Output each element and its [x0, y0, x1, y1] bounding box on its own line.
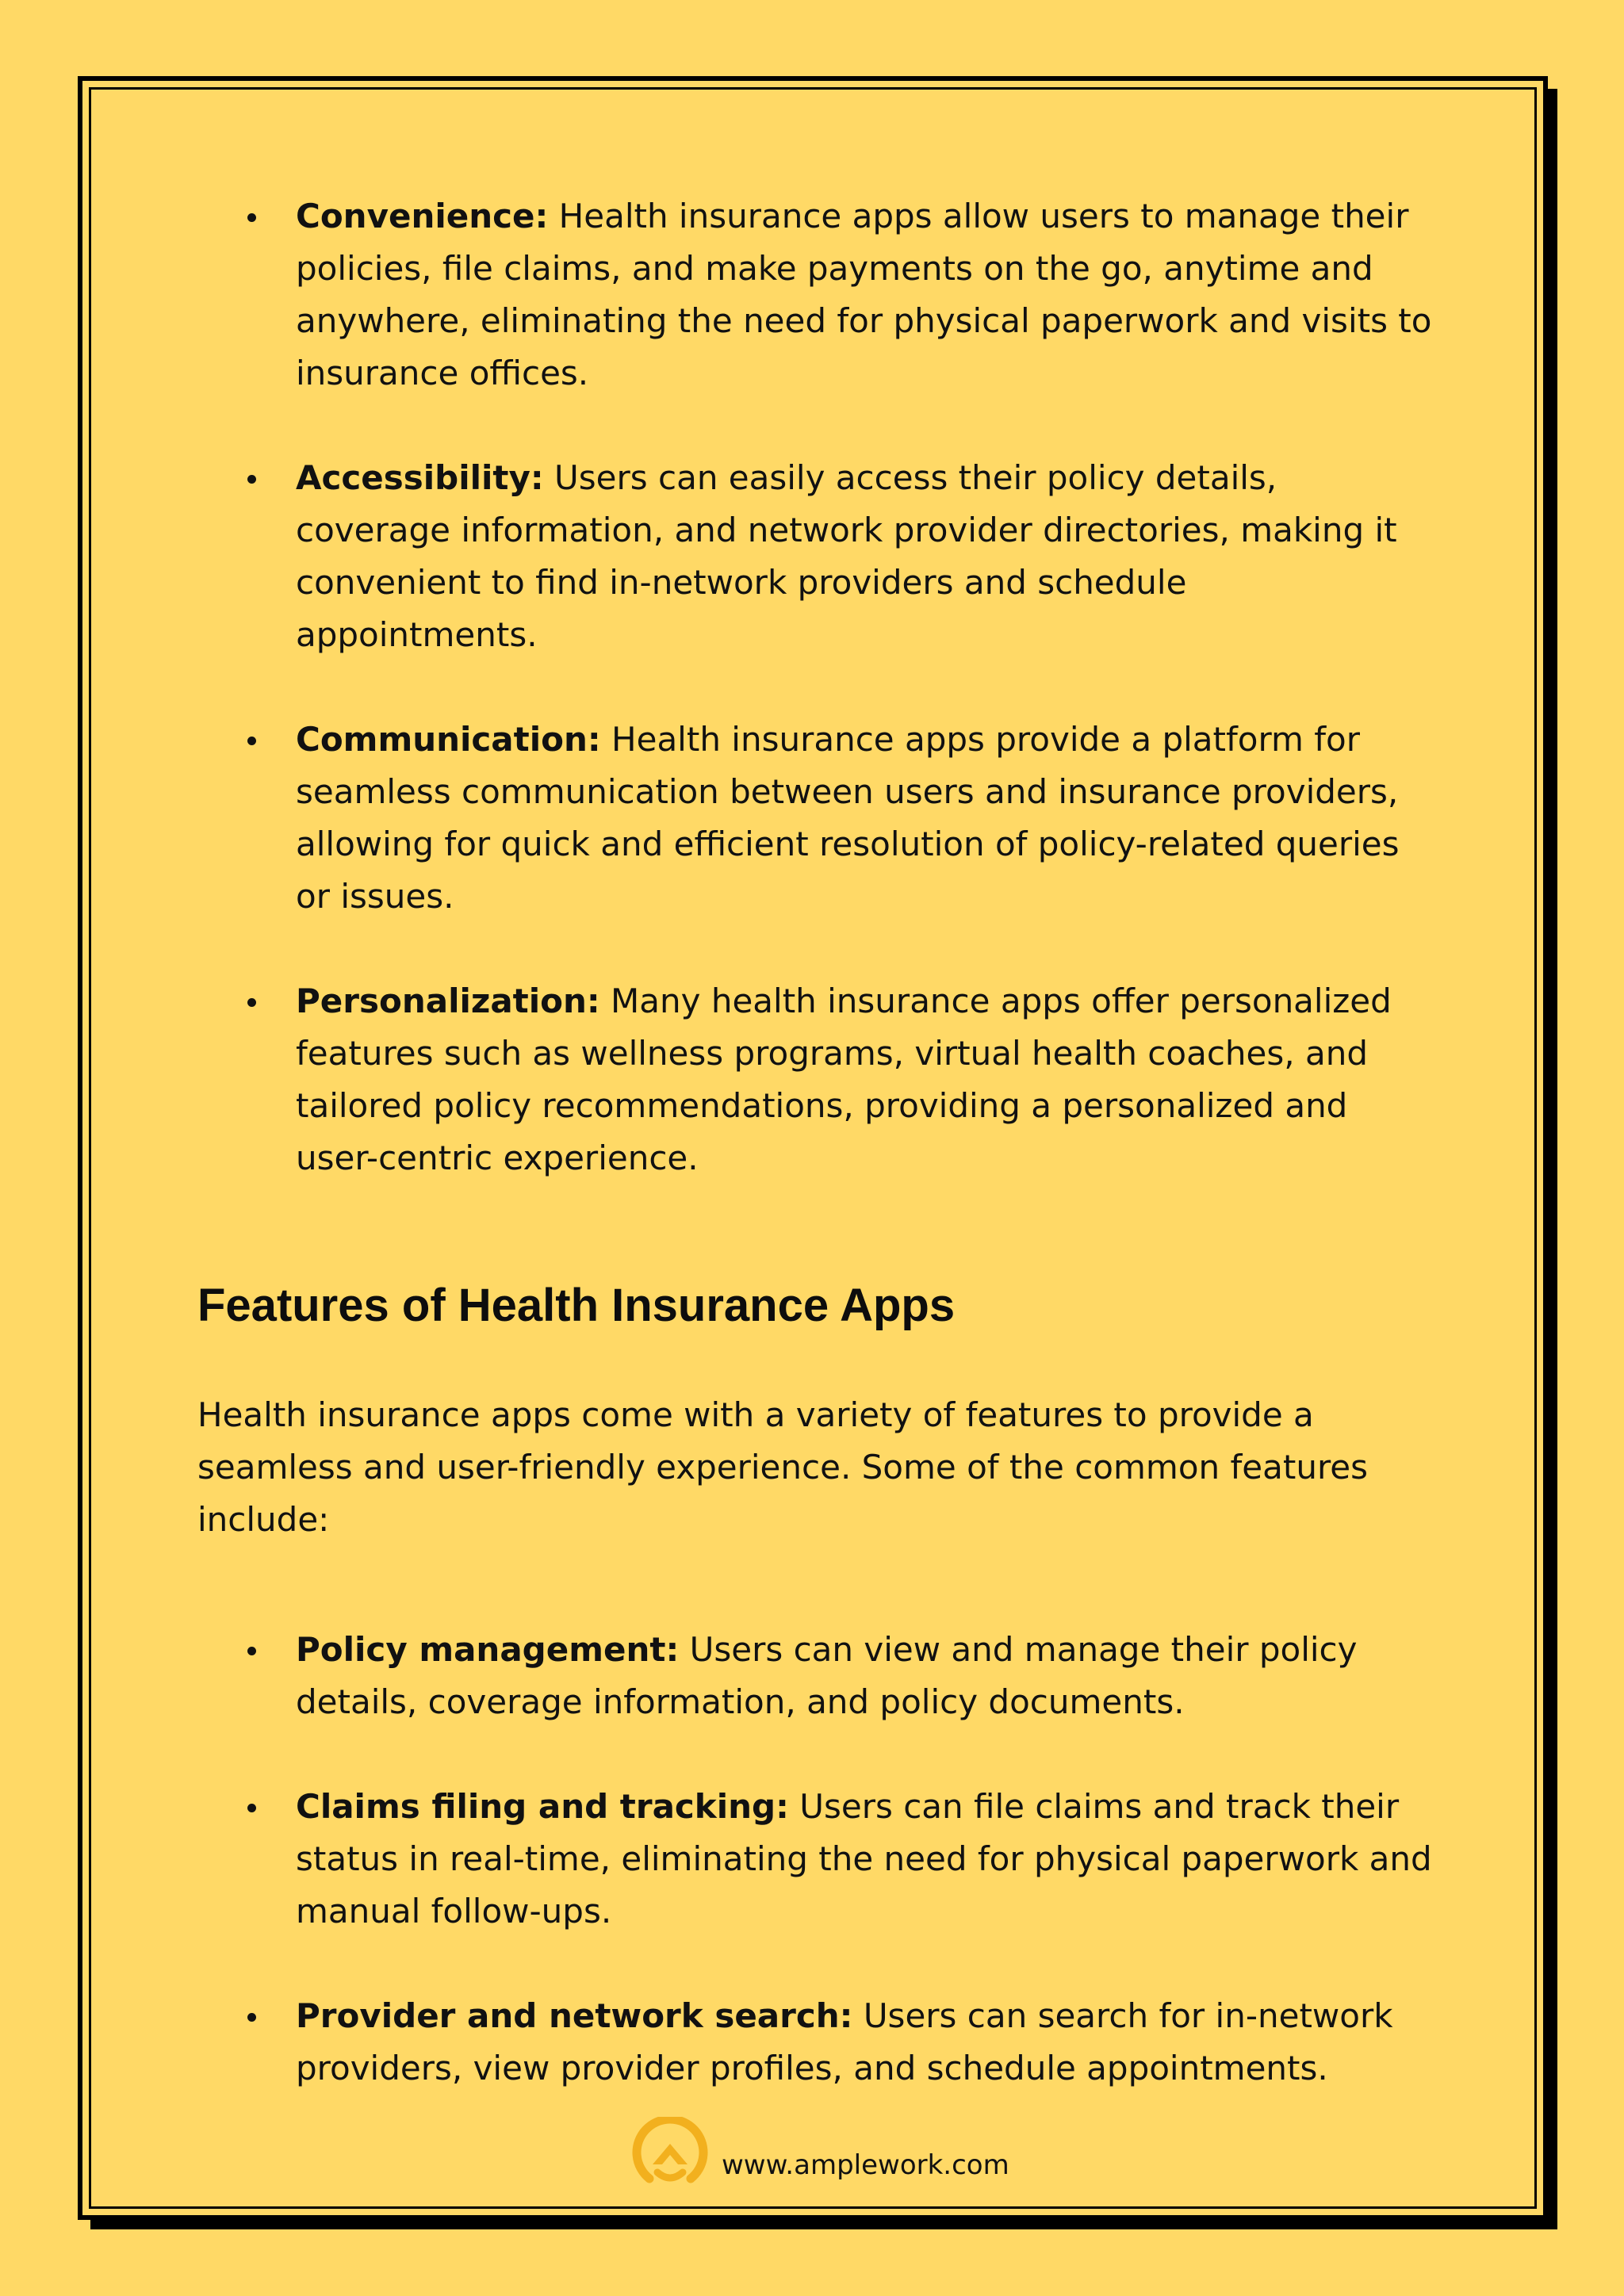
- feature-term: Claims filing and tracking:: [296, 1787, 789, 1826]
- feature-text: Users can file claims and track their status in real-time, eliminating the need for physical paperwork and manual follow-ups.: [296, 1787, 1432, 1931]
- list-item: [197, 1781, 1434, 1938]
- footer-url[interactable]: www.amplework.com: [722, 2149, 1009, 2181]
- benefit-text: Many health insurance apps offer personalized features such as wellness programs, virtual health coaches, and tailored policy recommendations, providing a personalized and user-centric experience.: [296, 982, 1392, 1177]
- feature-text: Users can view and manage their policy details, coverage information, and policy documents.: [296, 1630, 1358, 1721]
- benefit-term: Communication:: [296, 720, 601, 759]
- list-item: [197, 714, 1434, 923]
- section-heading: Features of Health Insurance Apps: [197, 1280, 956, 1331]
- list-item: [197, 190, 1434, 400]
- feature-term: Policy management:: [296, 1630, 680, 1669]
- benefit-text: Users can easily access their policy details, coverage information, and network provider directories, making it convenient to find in-network providers and schedule appointments.: [296, 458, 1397, 654]
- list-item: [197, 452, 1434, 661]
- feature-text: Users can search for in-network providers, view provider profiles, and schedule appointments.: [296, 1996, 1393, 2087]
- list-item: [197, 975, 1434, 1184]
- section-intro-paragraph: Health insurance apps come with a variety of features to provide a seamless and user-friendly experience. Some of the common features include:: [197, 1395, 1369, 1539]
- document-content: [197, 190, 1434, 2095]
- benefit-term: Personalization:: [296, 982, 600, 1020]
- benefit-text: Health insurance apps provide a platform for seamless communication between users and insurance providers, allowing for quick and efficient resolution of policy-related queries or issues.: [296, 720, 1400, 916]
- benefit-term: Accessibility:: [296, 458, 544, 497]
- footer: [632, 2117, 1009, 2193]
- feature-term: Provider and network search:: [296, 1996, 853, 2035]
- list-item: [197, 1990, 1434, 2095]
- features-list: [197, 1624, 1434, 2095]
- benefit-term: Convenience:: [296, 197, 549, 235]
- benefit-text: Health insurance apps allow users to manage their policies, file claims, and make payments on the go, anytime and anywhere, eliminating the need for physical paperwork and visits to insurance offices.: [296, 197, 1432, 392]
- list-item: [197, 1624, 1434, 1728]
- amplework-logo-icon: [632, 2117, 708, 2193]
- benefits-list: [197, 190, 1434, 1184]
